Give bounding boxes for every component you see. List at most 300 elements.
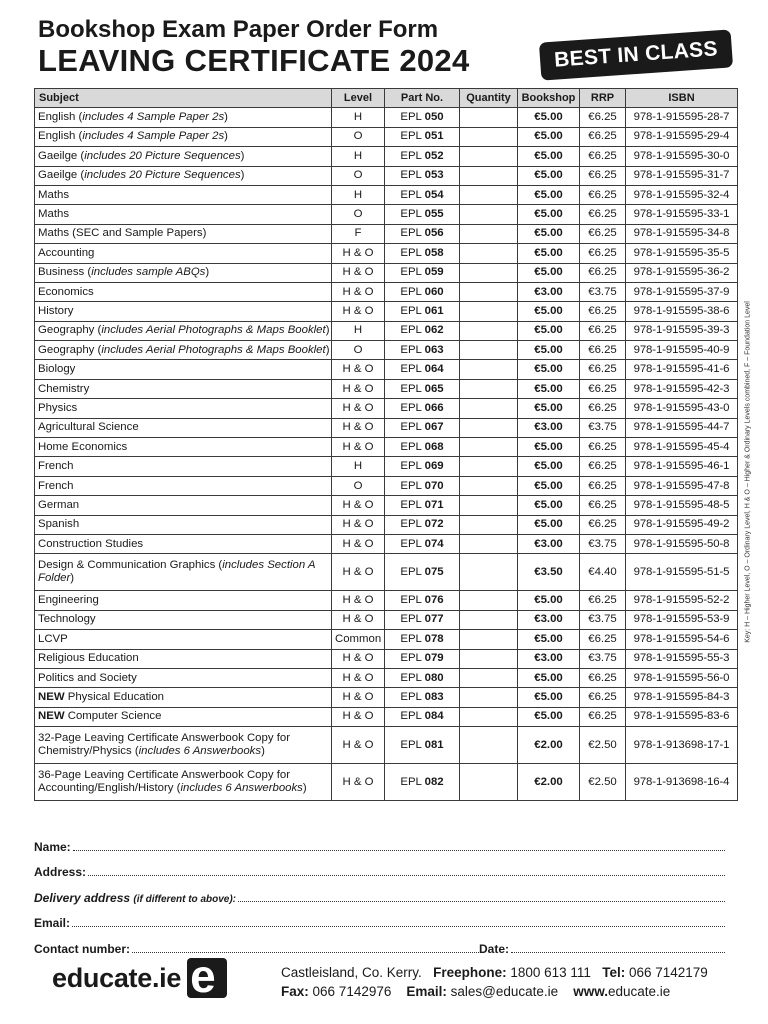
level-cell: H & O [332,610,385,629]
part-prefix: EPL [400,111,422,124]
bookshop-price-cell: €5.00 [518,438,580,457]
part-prefix: EPL [400,227,422,240]
subject-cell: Geography (includes Aerial Photographs & Maps Booklet) [35,321,332,340]
website-link[interactable] [573,984,670,999]
subject-name: Maths [38,208,70,221]
level-cell: H & O [332,534,385,553]
quantity-cell[interactable] [460,282,518,301]
level-cell: H [332,321,385,340]
part-prefix: EPL [400,594,422,607]
delivery-address-label [34,891,236,905]
rrp-cell: €6.25 [580,341,626,360]
quantity-cell[interactable] [460,515,518,534]
subject-cell [35,399,332,418]
part-prefix: EPL [400,130,422,143]
part-prefix: EPL [400,363,422,376]
part-prefix: EPL [400,246,422,259]
quantity-cell[interactable] [460,263,518,282]
quantity-cell[interactable] [460,147,518,166]
level-cell: H [332,147,385,166]
part-no-cell [385,438,460,457]
isbn-cell: 978-1-913698-17-1 [626,727,738,764]
quantity-cell[interactable] [460,302,518,321]
part-number: 056 [424,227,444,240]
part-no-cell [385,764,460,801]
bookshop-price-cell: €5.00 [518,707,580,726]
subject-note: includes 6 Answerbooks [180,782,303,795]
subject-cell [35,379,332,398]
level-cell: H & O [332,554,385,591]
table-row [35,166,738,185]
subject-name: History [38,304,74,317]
subject-name: French [38,460,74,473]
bookshop-price-cell: €5.00 [518,321,580,340]
table-row [35,263,738,282]
table-row [35,147,738,166]
subject-cell [35,282,332,301]
table-row [35,185,738,204]
level-cell: H & O [332,438,385,457]
part-no-cell [385,185,460,204]
subject-name: Gaeilge [38,149,78,162]
bookshop-price-cell: €5.00 [518,591,580,610]
isbn-cell: 978-1-915595-38-6 [626,302,738,321]
part-prefix: EPL [400,421,422,434]
part-number: 080 [424,671,444,684]
quantity-cell[interactable] [460,727,518,764]
table-row [35,610,738,629]
part-prefix: EPL [400,304,422,317]
delivery-address-input-line[interactable] [238,900,725,902]
part-prefix: EPL [400,382,422,395]
part-number: 063 [424,343,444,356]
rrp-cell: €6.25 [580,147,626,166]
quantity-cell[interactable] [460,457,518,476]
part-no-cell [385,205,460,224]
quantity-cell[interactable] [460,185,518,204]
subject-name: English [38,111,76,124]
level-key-note: Key: H – Higher Level, O – Ordinary Level, H & O – Higher & Ordinary Levels combined, F – Foundation Level [744,301,752,643]
quantity-cell[interactable] [460,379,518,398]
sales-email-link[interactable]: sales@educate.ie [450,984,559,999]
table-row [35,244,738,263]
part-prefix: EPL [400,632,422,645]
quantity-cell[interactable] [460,341,518,360]
subject-name: Accounting [38,246,95,259]
subject-cell: Geography (includes Aerial Photographs & Maps Booklet) [35,341,332,360]
rrp-cell: €6.25 [580,630,626,649]
table-row [35,418,738,437]
level-cell: H & O [332,418,385,437]
subject-cell [35,438,332,457]
isbn-cell: 978-1-915595-42-3 [626,379,738,398]
subject-cell [35,224,332,243]
column-header-isbn: ISBN [626,89,738,108]
part-prefix: EPL [400,565,422,578]
email-label: Email: [34,916,71,930]
educate-e-logo-icon: e [187,958,227,998]
part-number: 081 [424,738,444,751]
level-cell: H & O [332,515,385,534]
quantity-cell[interactable] [460,554,518,591]
part-number: 054 [424,188,444,201]
isbn-cell: 978-1-915595-45-4 [626,438,738,457]
isbn-cell: 978-1-915595-48-5 [626,496,738,515]
isbn-cell: 978-1-915595-46-1 [626,457,738,476]
part-no-cell [385,496,460,515]
quantity-cell[interactable] [460,108,518,127]
isbn-cell: 978-1-915595-34-8 [626,224,738,243]
part-prefix: EPL [400,498,422,511]
subject-name: French [38,479,74,492]
level-cell: H & O [332,244,385,263]
subject-name: 32-Page Leaving Certificate Answerbook Copy for Chemistry/Physics [38,732,291,758]
new-tag: NEW [38,710,65,723]
part-prefix: EPL [400,208,422,221]
level-cell: O [332,341,385,360]
rrp-cell: €6.25 [580,688,626,707]
bookshop-price-cell: €3.00 [518,610,580,629]
part-no-cell [385,457,460,476]
bookshop-price-cell: €5.00 [518,166,580,185]
rrp-cell: €6.25 [580,707,626,726]
part-number: 050 [424,111,444,124]
bookshop-price-cell: €5.00 [518,476,580,495]
quantity-cell[interactable] [460,630,518,649]
isbn-cell: 978-1-915595-36-2 [626,263,738,282]
table-row [35,321,738,340]
bookshop-price-cell: €5.00 [518,205,580,224]
quantity-cell[interactable] [460,321,518,340]
table-row [35,127,738,146]
quantity-cell[interactable] [460,205,518,224]
part-no-cell [385,515,460,534]
bookshop-price-cell: €5.00 [518,668,580,687]
bookshop-price-cell: €5.00 [518,127,580,146]
website-prefix: www. [573,984,608,999]
quantity-cell[interactable] [460,476,518,495]
subject-name: German [38,498,80,511]
quantity-cell[interactable] [460,399,518,418]
part-prefix: EPL [400,479,422,492]
fax-label: Fax: [281,984,309,999]
table-row [35,205,738,224]
isbn-cell: 978-1-915595-39-3 [626,321,738,340]
part-number: 075 [424,565,444,578]
quantity-cell[interactable] [460,668,518,687]
subject-cell [35,205,332,224]
email-label-footer: Email: [406,984,447,999]
part-prefix: EPL [400,775,422,788]
contact-details [281,963,708,1001]
subject-name: Maths (SEC and Sample Papers) [38,227,207,240]
level-cell: F [332,224,385,243]
subject-cell [35,688,332,707]
order-table [34,88,738,801]
part-no-cell [385,688,460,707]
part-prefix: EPL [400,149,422,162]
level-cell: H & O [332,360,385,379]
isbn-cell: 978-1-915595-53-9 [626,610,738,629]
part-number: 059 [424,266,444,279]
name-field[interactable] [34,828,725,854]
subject-cell: English (includes 4 Sample Paper 2s) [35,127,332,146]
new-tag: NEW [38,691,65,704]
part-no-cell [385,282,460,301]
quantity-cell[interactable] [460,649,518,668]
website-domain: educate.ie [607,984,671,999]
rrp-cell: €6.25 [580,457,626,476]
quantity-cell[interactable] [460,127,518,146]
contact-number-input-line[interactable] [132,951,479,953]
part-no-cell [385,321,460,340]
rrp-cell: €3.75 [580,534,626,553]
level-cell: H & O [332,379,385,398]
part-prefix: EPL [400,343,422,356]
quantity-cell[interactable] [460,764,518,801]
part-number: 077 [424,613,444,626]
subject-cell [35,476,332,495]
subject-cell [35,418,332,437]
bookshop-price-cell: €5.00 [518,515,580,534]
level-cell: H & O [332,688,385,707]
subject-note: includes 20 Picture Sequences [84,149,241,162]
subject-cell [35,302,332,321]
table-row [35,727,738,764]
contact-number-label: Contact number: [34,941,130,956]
part-number: 082 [424,775,444,788]
level-cell: H & O [332,727,385,764]
subject-name: Economics [38,285,94,298]
subject-cell [35,360,332,379]
email-field[interactable] [34,905,725,931]
bookshop-price-cell: €5.00 [518,360,580,379]
part-number: 062 [424,324,444,337]
part-prefix: EPL [400,188,422,201]
quantity-cell[interactable] [460,244,518,263]
part-prefix: EPL [400,613,422,626]
subject-name: Maths [38,188,70,201]
part-no-cell [385,630,460,649]
quantity-cell[interactable] [460,360,518,379]
fax-number: 066 7142976 [312,984,392,999]
isbn-cell: 978-1-915595-51-5 [626,554,738,591]
subject-cell [35,244,332,263]
level-cell: H & O [332,668,385,687]
subject-cell [35,534,332,553]
table-row [35,476,738,495]
subject-cell [35,515,332,534]
rrp-cell: €6.25 [580,515,626,534]
subject-name: Gaeilge [38,169,78,182]
subject-name: Biology [38,363,76,376]
part-no-cell [385,591,460,610]
address-field[interactable] [34,854,725,880]
part-number: 076 [424,594,444,607]
bookshop-price-cell: €5.00 [518,379,580,398]
table-row [35,707,738,726]
subject-cell [35,630,332,649]
contact-line-2 [281,982,708,1001]
quantity-cell[interactable] [460,688,518,707]
bookshop-price-cell: €5.00 [518,185,580,204]
table-row [35,108,738,127]
part-prefix: EPL [400,710,422,723]
name-input-line[interactable] [73,849,725,851]
level-cell: O [332,205,385,224]
quantity-cell[interactable] [460,224,518,243]
table-row [35,399,738,418]
subject-name: Geography [38,343,95,356]
part-no-cell [385,360,460,379]
subject-cell: Business (includes sample ABQs) [35,263,332,282]
part-number: 053 [424,169,444,182]
subject-cell: English (includes 4 Sample Paper 2s) [35,108,332,127]
freephone-label: Freephone: [433,965,507,980]
subject-note: includes Aerial Photographs & Maps Booklet [101,343,326,356]
level-cell: O [332,476,385,495]
subject-cell [35,707,332,726]
part-number: 069 [424,460,444,473]
level-cell: H & O [332,649,385,668]
part-no-cell [385,263,460,282]
rrp-cell: €6.25 [580,399,626,418]
part-number: 071 [424,498,444,511]
part-prefix: EPL [400,738,422,751]
isbn-cell: 978-1-915595-29-4 [626,127,738,146]
subject-name: Computer Science [67,710,162,723]
level-cell: O [332,166,385,185]
column-header-part-no: Part No. [385,89,460,108]
table-row [35,764,738,801]
address-input-line[interactable] [88,874,725,876]
bookshop-price-cell: €5.00 [518,341,580,360]
level-cell: H & O [332,282,385,301]
part-no-cell [385,727,460,764]
rrp-cell: €6.25 [580,108,626,127]
subject-note: includes 4 Sample Paper 2s [82,111,225,124]
bookshop-price-cell: €5.00 [518,457,580,476]
rrp-cell: €6.25 [580,668,626,687]
level-cell: H [332,457,385,476]
isbn-cell: 978-1-915595-31-7 [626,166,738,185]
part-no-cell [385,127,460,146]
rrp-cell: €6.25 [580,321,626,340]
part-no-cell [385,379,460,398]
quantity-cell[interactable] [460,610,518,629]
part-prefix: EPL [400,324,422,337]
rrp-cell: €6.25 [580,360,626,379]
rrp-cell: €3.75 [580,649,626,668]
logo-text: educate.ie [52,962,182,993]
isbn-cell: 978-1-915595-56-0 [626,668,738,687]
subject-name: Business [38,266,85,279]
part-number: 066 [424,401,444,414]
isbn-cell: 978-1-915595-47-8 [626,476,738,495]
best-in-class-badge: BEST IN CLASS [539,29,733,80]
quantity-cell[interactable] [460,418,518,437]
table-row [35,282,738,301]
isbn-cell: 978-1-915595-83-6 [626,707,738,726]
bookshop-price-cell: €5.00 [518,147,580,166]
form-title: Bookshop Exam Paper Order Form [38,16,439,43]
isbn-cell: 978-1-913698-16-4 [626,764,738,801]
isbn-cell: 978-1-915595-50-8 [626,534,738,553]
part-no-cell [385,166,460,185]
part-prefix: EPL [400,266,422,279]
rrp-cell: €6.25 [580,244,626,263]
part-prefix: EPL [400,285,422,298]
subject-cell: 32-Page Leaving Certificate Answerbook Copy for Chemistry/Physics (includes 6 Answerbooks) [35,727,332,764]
part-prefix: EPL [400,518,422,531]
rrp-cell: €4.40 [580,554,626,591]
part-no-cell [385,244,460,263]
bookshop-price-cell: €5.00 [518,263,580,282]
quantity-cell[interactable] [460,166,518,185]
part-number: 079 [424,652,444,665]
part-number: 068 [424,440,444,453]
level-cell: H [332,185,385,204]
subject-cell: Gaeilge (includes 20 Picture Sequences) [35,166,332,185]
bookshop-price-cell: €2.00 [518,727,580,764]
quantity-cell[interactable] [460,496,518,515]
delivery-address-sub-label: (if different to above): [133,893,236,905]
part-number: 065 [424,382,444,395]
email-input-line[interactable] [72,925,725,927]
subject-note: includes 20 Picture Sequences [84,169,241,182]
part-number: 058 [424,246,444,259]
level-cell: H & O [332,707,385,726]
contact-number-field[interactable] [34,930,725,956]
isbn-cell: 978-1-915595-49-2 [626,515,738,534]
subject-name: Agricultural Science [38,421,139,434]
bookshop-price-cell: €3.00 [518,534,580,553]
delivery-address-field[interactable] [34,879,725,905]
rrp-cell: €6.25 [580,476,626,495]
quantity-cell[interactable] [460,534,518,553]
level-cell: H & O [332,496,385,515]
subject-cell [35,668,332,687]
isbn-cell: 978-1-915595-41-6 [626,360,738,379]
date-input-line[interactable] [511,951,725,953]
isbn-cell: 978-1-915595-35-5 [626,244,738,263]
subject-cell [35,610,332,629]
quantity-cell[interactable] [460,438,518,457]
subject-note: includes sample ABQs [91,266,206,279]
subject-cell [35,457,332,476]
subject-cell: Gaeilge (includes 20 Picture Sequences) [35,147,332,166]
quantity-cell[interactable] [460,591,518,610]
educate-logo [52,958,227,998]
part-no-cell [385,108,460,127]
level-cell: H & O [332,302,385,321]
rrp-cell: €6.25 [580,185,626,204]
column-header-level: Level [332,89,385,108]
table-row [35,649,738,668]
isbn-cell: 978-1-915595-84-3 [626,688,738,707]
bookshop-price-cell: €3.00 [518,418,580,437]
part-number: 052 [424,149,444,162]
subject-cell: Design & Communication Graphics (includes Section A Folder) [35,554,332,591]
part-number: 061 [424,304,444,317]
subject-name: Spanish [38,518,80,531]
address-label: Address: [34,865,87,879]
quantity-cell[interactable] [460,707,518,726]
subject-name: Religious Education [38,652,139,665]
subject-cell [35,591,332,610]
subject-name: LCVP [38,632,68,645]
isbn-cell: 978-1-915595-44-7 [626,418,738,437]
